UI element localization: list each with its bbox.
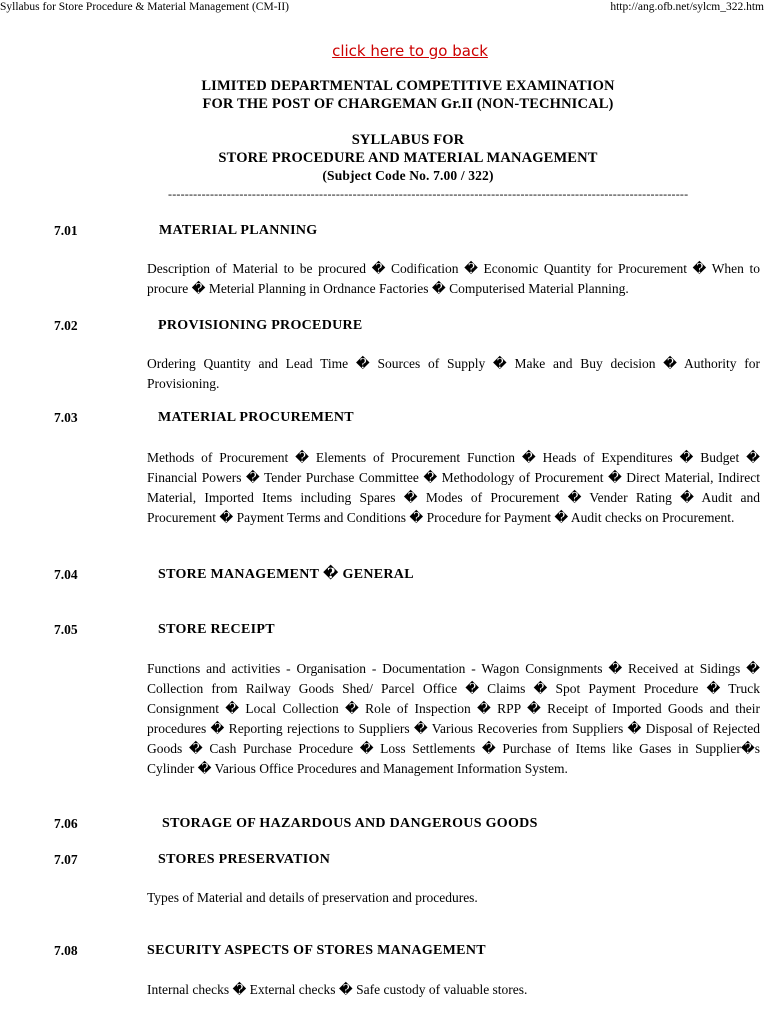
section-heading: STORE RECEIPT xyxy=(158,622,275,637)
syllabus-label: SYLLABUS FOR xyxy=(351,132,465,148)
section-heading: MATERIAL PLANNING xyxy=(159,223,318,238)
section-number: 7.07 xyxy=(54,852,78,867)
exam-title-line2: FOR THE POST OF CHARGEMAN Gr.II (NON-TECHNICAL) xyxy=(202,96,614,112)
browser-print-header xyxy=(0,0,768,14)
section-text: Description of Material to be procured � Codification � Economic Quantity for Procurement � When to procure � Meterial Planning in Ordnance Factories � Computerised Material Planning. xyxy=(147,261,760,296)
page-title-header: Syllabus for Store Procedure & Material Management (CM-II) xyxy=(0,1,290,13)
section-number: 7.02 xyxy=(54,318,78,333)
section-heading: STORES PRESERVATION xyxy=(158,852,331,867)
section-number: 7.05 xyxy=(54,622,78,637)
section-number: 7.01 xyxy=(54,223,78,238)
section-number: 7.06 xyxy=(54,816,78,831)
section-text: Types of Material and details of preservation and procedures. xyxy=(147,890,478,905)
exam-title-line1: LIMITED DEPARTMENTAL COMPETITIVE EXAMINATION xyxy=(201,78,615,94)
subject-code: (Subject Code No. 7.00 / 322) xyxy=(322,168,494,183)
section-number: 7.08 xyxy=(54,943,78,958)
section-text: Ordering Quantity and Lead Time � Sources of Supply � Make and Buy decision � Authority for Provisioning. xyxy=(147,356,760,391)
subject-name: STORE PROCEDURE AND MATERIAL MANAGEMENT xyxy=(218,150,598,166)
section-heading: SECURITY ASPECTS OF STORES MANAGEMENT xyxy=(147,943,486,958)
separator-line: ---------------------------------------------------------------------------------------------------------------------------- xyxy=(168,187,689,201)
section-heading: STORAGE OF HAZARDOUS AND DANGEROUS GOODS xyxy=(162,816,538,831)
go-back-link[interactable]: click here to go back xyxy=(332,42,488,60)
section-text: Methods of Procurement � Elements of Procurement Function � Heads of Expenditures � Budget � Financial Powers � Tender Purchase Committee � Methodology of Procurement � Direct Material, Indirect Material, Imported Items including Spares � Modes of Procurement � Vender Rating � Audit and Procurement � Payment Terms and Conditions � Procedure for Payment � Audit checks on Procurement. xyxy=(147,450,760,525)
section-heading: PROVISIONING PROCEDURE xyxy=(158,318,363,333)
section-heading: MATERIAL PROCUREMENT xyxy=(158,410,354,425)
section-number: 7.04 xyxy=(54,567,78,582)
section-heading: STORE MANAGEMENT � GENERAL xyxy=(158,567,414,582)
page-url-header: http://ang.ofb.net/sylcm_322.htm xyxy=(610,1,764,13)
section-text: Internal checks � External checks � Safe custody of valuable stores. xyxy=(147,982,528,997)
section-text: Functions and activities - Organisation - Documentation - Wagon Consignments � Received at Sidings � Collection from Railway Goods Shed/ Parcel Office � Claims � Spot Payment Procedure � Truck Consignment � Local Collection � Role of Inspection � RPP � Receipt of Imported Goods and their procedures � Reporting rejections to Suppliers � Various Recoveries from Suppliers � Disposal of Rejected Goods � Cash Purchase Procedure � Loss Settlements � Purchase of Items like Gases in Supplier�s Cylinder � Various Office Procedures and Management Information System. xyxy=(147,661,760,776)
section-number: 7.03 xyxy=(54,410,78,425)
